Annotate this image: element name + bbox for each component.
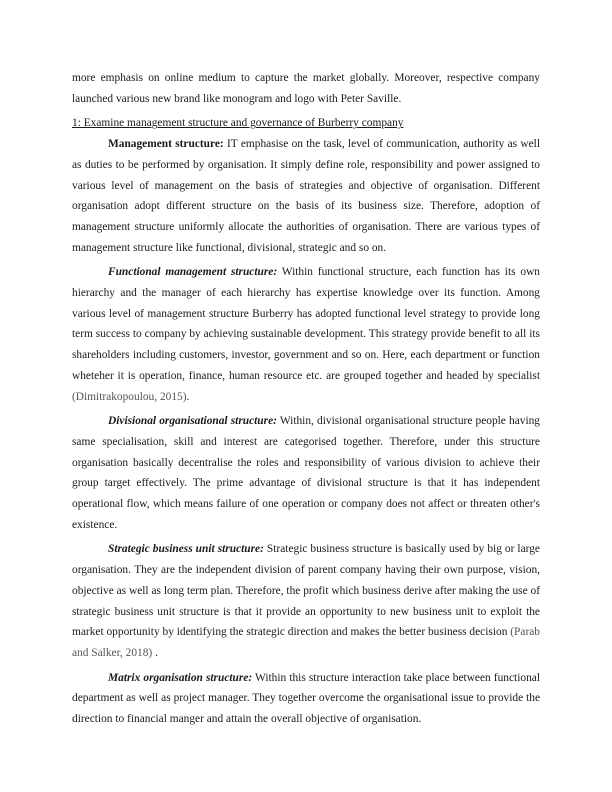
citation: (Dimitrakopoulou, 2015) xyxy=(72,390,187,403)
paragraph-body: Within this structure interaction take place between functional department as well as project manager. They together overcome the organisational issue to provide the direction to financial manger and attain the overall objective of organisation. xyxy=(72,671,540,726)
paragraph-strategic-business-unit xyxy=(72,539,540,663)
paragraph-lead: Divisional organisational structure: xyxy=(108,415,277,428)
intro-paragraph: more emphasis on online medium to capture the market globally. Moreover, respective company launched various new brand like monogram and logo with Peter Saville. xyxy=(72,72,540,105)
paragraph-matrix-structure xyxy=(72,668,540,730)
paragraph-lead: Management structure: xyxy=(108,138,224,151)
paragraph-body: IT emphasise on the task, level of communication, authority as well as duties to be performed by organisation. It simply define role, responsibility and power assigned to various level of management on the basis of strategies and objective of organisation. Different organisation adopt different structure on the basis of its business size. Therefore, adoption of management structure uniformly allocate the authorities of organisation. There are various types of management structure like functional, divisional, strategic and so on. xyxy=(72,138,541,254)
section-heading: 1: Examine management structure and governance of Burberry company xyxy=(72,117,404,130)
paragraph-body: Within, divisional organisational structure people having same specialisation, skill and interest are categorised together. Therefore, under this structure organisation basically decentralise the roles and responsibility of various division to achieve their group target effectively. The prime advantage of divisional structure is that it has independent operational flow, which means failure of one operation or company does not affect or threaten other's existence. xyxy=(72,415,540,531)
paragraph-lead: Functional management structure: xyxy=(108,266,278,279)
paragraph-lead: Matrix organisation structure: xyxy=(108,671,253,684)
paragraph-tail: . xyxy=(186,390,190,403)
paragraph-body: Within functional structure, each function has its own hierarchy and the manager of each hierarchy has expertise knowledge over its function. Among various level of management structure Burberry has adopted functional level strategy to provide long term success to company by achieving sustainable development. This strategy provide benefit to all its shareholders including customers, investor, government and so on. Here, each department or function wheteher it is operation, finance, human resource etc. are grouped together and headed by specialist xyxy=(72,266,540,382)
paragraph-divisional-structure xyxy=(72,411,540,535)
paragraph-body: Strategic business structure is basically used by big or large organisation. They are the independent division of parent company having their own purpose, vision, objective as well as long term plan. Therefore, the profit which business derive after making the use of strategic business unit structure is that it provide an opportunity to new business unit to exploit the market opportunity by identifying the strategic direction and makes the better business decision xyxy=(72,543,540,639)
paragraph-management-structure xyxy=(72,134,540,258)
citation: (Parab and Salker, 2018) xyxy=(72,626,540,659)
paragraph-tail: . xyxy=(152,646,158,659)
document-page xyxy=(72,68,540,730)
paragraph-lead: Strategic business unit structure: xyxy=(108,543,264,556)
paragraph-functional-structure xyxy=(72,262,540,407)
